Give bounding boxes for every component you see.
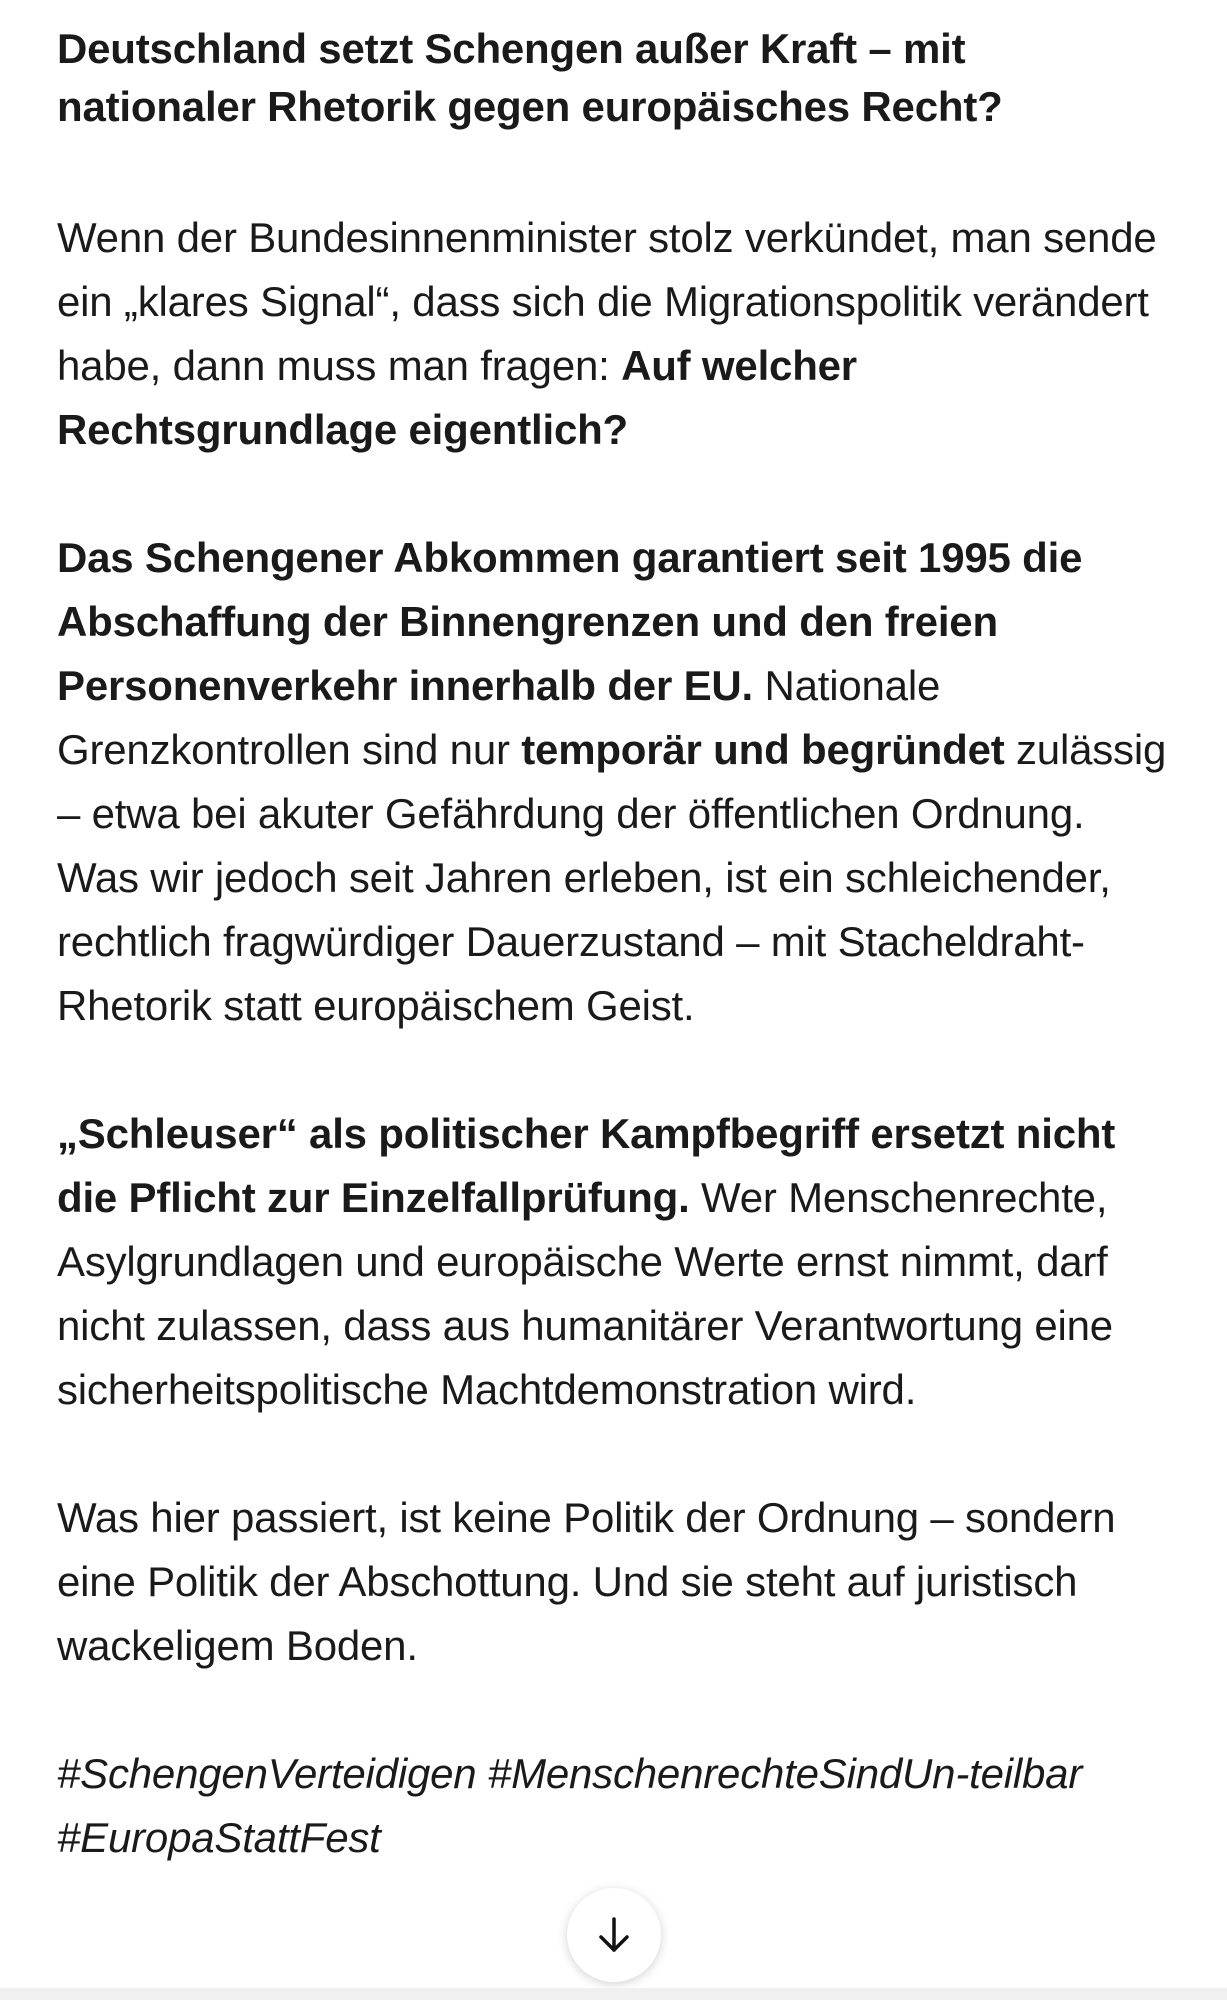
paragraph-1-text: Wenn der Bundesinnenminister stolz verkündet, man sende ein „klares Signal“, dass sich die Migrationspolitik verändert habe, dann muss man fragen: [57,214,1157,389]
article [57,20,1167,1870]
article-title: Deutschland setzt Schengen außer Kraft – mit nationaler Rhetorik gegen europäisches Recht? [57,25,1003,130]
paragraph-3-bold-lead: „Schleuser“ als politischer Kampfbegriff ersetzt nicht die Pflicht zur Einzelfallprüfung. [57,1110,1116,1221]
paragraph-2-text-2: zulässig – etwa bei akuter Gefährdung der öffentlichen Ordnung. Was wir jedoch seit Jahren erleben, ist ein schleichender, rechtlich fragwürdiger Dauerzustand – mit Stacheldraht-Rhetorik statt europäischem Geist. [57,726,1167,1029]
paragraph-4: Was hier passiert, ist keine Politik der Ordnung – sondern eine Politik der Abschottung. Und sie steht auf juristisch wackeligem Boden. [57,1494,1116,1669]
bottom-edge [0,1988,1227,2000]
paragraph-2-bold-emphasis: temporär und begründet [521,726,1005,773]
paragraph-2-text-1: Nationale Grenzkontrollen sind nur [57,662,941,773]
paragraph-1-bold: Auf welcher Rechtsgrundlage eigentlich? [57,342,857,453]
paragraph-1 [57,206,1167,462]
paragraph-2-bold-lead: Das Schengener Abkommen garantiert seit 1995 die Abschaffung der Binnengrenzen und den freien Personenverkehr innerhalb der EU. [57,534,1083,709]
paragraph-2 [57,526,1167,1038]
paragraph-3-text: Wer Menschenrechte, Asylgrundlagen und europäische Werte ernst nimmt, darf nicht zulassen, dass aus humanitärer Verantwortung eine sicherheitspolitische Machtdemonstration wird. [57,1174,1113,1413]
hashtags[interactable]: #SchengenVerteidigen #MenschenrechteSindUn-teilbar #EuropaStattFest [57,1750,1083,1861]
arrow-down-icon [597,1916,631,1954]
paragraph-3 [57,1102,1167,1422]
scroll-down-button[interactable] [567,1888,661,1982]
